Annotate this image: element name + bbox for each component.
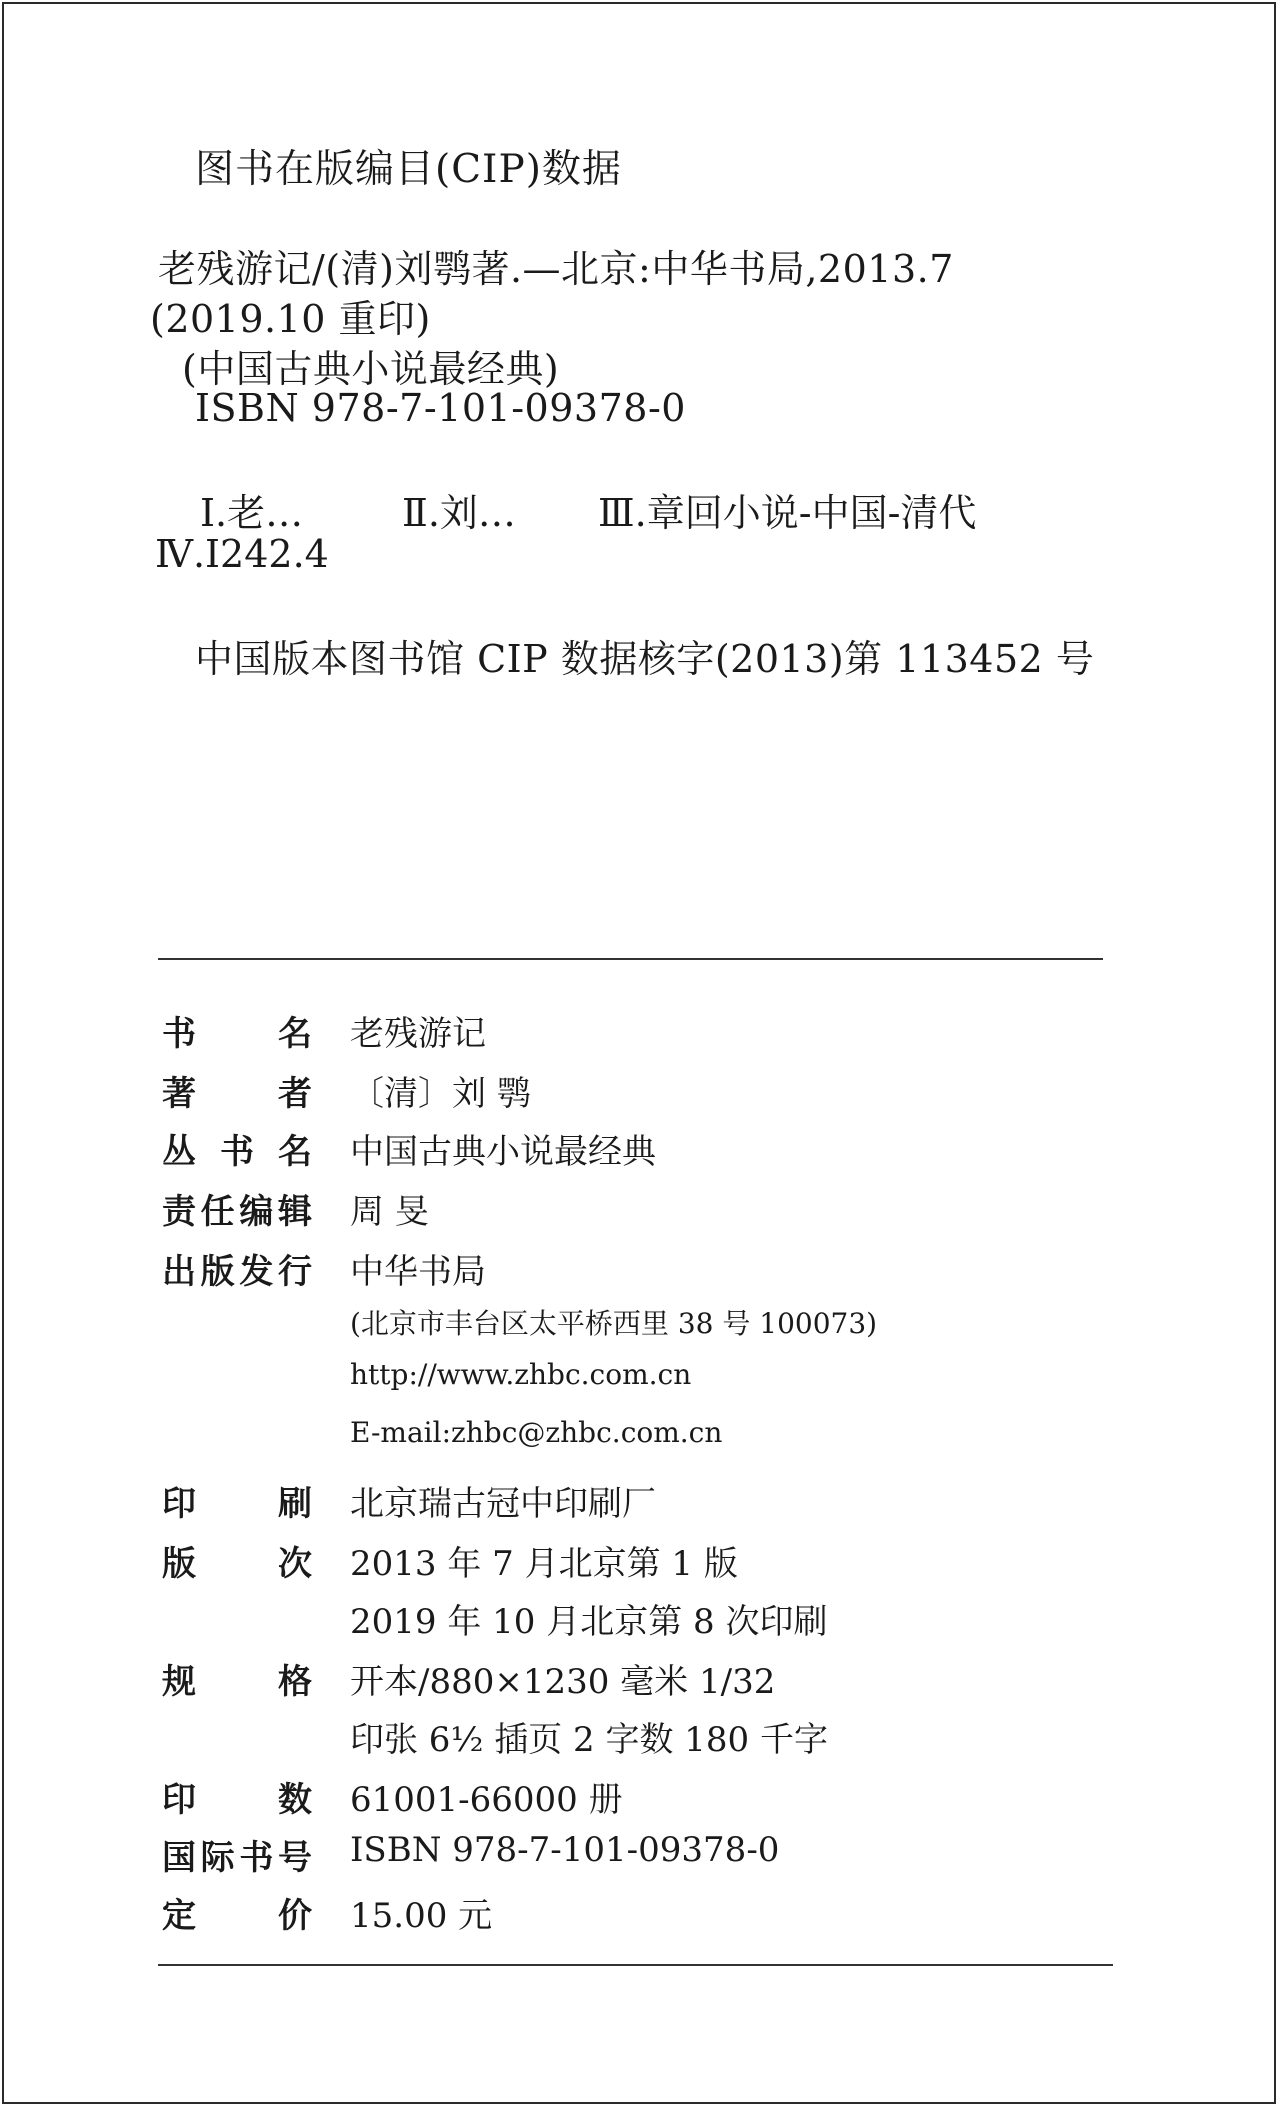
label-char: 发 (239, 1252, 274, 1292)
edition-label (162, 1536, 312, 1585)
price-label (162, 1888, 312, 1937)
label-char: 丛 (162, 1132, 196, 1172)
cip-class-4: Ⅳ.I242.4 (155, 532, 329, 576)
printing-value: 2019 年 10 月北京第 8 次印刷 (350, 1602, 828, 1642)
label-char: 定 (162, 1896, 196, 1936)
author-value: 〔清〕刘 鹗 (350, 1074, 531, 1114)
price-value: 15.00 元 (350, 1896, 493, 1936)
label-char: 书 (239, 1838, 274, 1878)
label-char: 出 (162, 1252, 196, 1292)
edition-value: 2013 年 7 月北京第 1 版 (350, 1544, 738, 1584)
publisher-url: http://www.zhbc.com.cn (350, 1358, 692, 1391)
label-char: 者 (278, 1074, 312, 1114)
cip-heading: 图书在版编目(CIP)数据 (195, 147, 622, 192)
title-value: 老残游记 (350, 1014, 486, 1054)
label-char: 次 (278, 1544, 312, 1584)
publisher-value: 中华书局 (350, 1252, 486, 1292)
label-char: 编 (239, 1192, 274, 1232)
print-run-label (162, 1772, 312, 1821)
label-char: 际 (200, 1838, 235, 1878)
series-value: 中国古典小说最经典 (350, 1132, 656, 1172)
title-label-text (162, 1006, 312, 1055)
format-label (162, 1654, 312, 1703)
printer-label-text (162, 1476, 312, 1525)
label-char: 规 (162, 1662, 196, 1702)
cip-title-line: 老残游记/(清)刘鹗著.—北京:中华书局,2013.7 (158, 247, 954, 291)
format-label-text (162, 1654, 312, 1703)
printer-label (162, 1476, 312, 1525)
publisher-label-text (162, 1244, 312, 1293)
cip-verification: 中国版本图书馆 CIP 数据核字(2013)第 113452 号 (195, 637, 1095, 681)
cip-class-2: Ⅱ.刘… (402, 491, 516, 535)
label-char: 责 (162, 1192, 196, 1232)
series-label (162, 1124, 312, 1173)
label-char: 版 (200, 1252, 235, 1292)
label-char: 印 (162, 1780, 196, 1820)
editor-label (162, 1184, 312, 1233)
edition-label-text (162, 1536, 312, 1585)
label-char: 刷 (278, 1484, 312, 1524)
isbn-label-text (162, 1830, 312, 1879)
label-char: 格 (278, 1662, 312, 1702)
label-char: 印 (162, 1484, 196, 1524)
sheets-value: 印张 6½ 插页 2 字数 180 千字 (350, 1720, 828, 1760)
format-value: 开本/880×1230 毫米 1/32 (350, 1662, 776, 1702)
top-rule (158, 958, 1103, 960)
series-label-text (162, 1124, 312, 1173)
editor-label-text (162, 1184, 312, 1233)
print-run-value: 61001-66000 册 (350, 1780, 623, 1820)
isbn-value: ISBN 978-7-101-09378-0 (350, 1830, 780, 1870)
isbn-label (162, 1830, 312, 1879)
label-char: 书 (220, 1132, 254, 1172)
label-char: 名 (278, 1132, 312, 1172)
author-label (162, 1066, 312, 1115)
publisher-address: (北京市丰台区太平桥西里 38 号 100073) (350, 1307, 878, 1340)
price-label-text (162, 1888, 312, 1937)
label-char: 辑 (277, 1192, 312, 1232)
cip-reprint-line: (2019.10 重印) (150, 297, 431, 341)
label-char: 价 (278, 1896, 312, 1936)
label-char: 数 (278, 1780, 312, 1820)
label-char: 任 (200, 1192, 235, 1232)
print-run-label-text (162, 1772, 312, 1821)
publisher-label (162, 1244, 312, 1293)
label-char: 号 (277, 1838, 312, 1878)
label-char: 书 (162, 1014, 196, 1054)
cip-class-3: Ⅲ.章回小说-中国-清代 (598, 491, 977, 535)
cip-isbn-line: ISBN 978-7-101-09378-0 (195, 386, 686, 430)
printer-value: 北京瑞古冠中印刷厂 (350, 1484, 656, 1524)
bottom-rule (158, 1964, 1113, 1966)
label-char: 名 (278, 1014, 312, 1054)
cip-series-line: (中国古典小说最经典) (182, 347, 560, 391)
publisher-email: E-mail:zhbc@zhbc.com.cn (350, 1416, 723, 1449)
editor-value: 周 旻 (350, 1192, 429, 1232)
label-char: 版 (162, 1544, 196, 1584)
label-char: 行 (277, 1252, 312, 1292)
label-char: 国 (162, 1838, 196, 1878)
title-label (162, 1006, 312, 1055)
label-char: 著 (162, 1074, 196, 1114)
author-label-text (162, 1066, 312, 1115)
cip-class-1: Ⅰ.老… (200, 491, 304, 535)
